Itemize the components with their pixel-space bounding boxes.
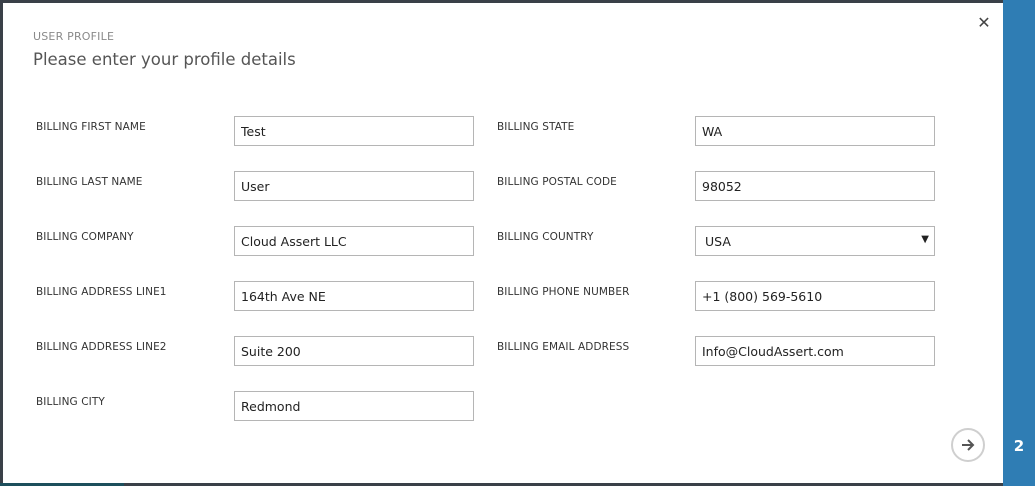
state-label: BILLING STATE — [497, 121, 575, 133]
step-number: 2 — [1013, 437, 1025, 455]
city-field[interactable] — [234, 391, 474, 421]
company-field[interactable] — [234, 226, 474, 256]
address-line2-label: BILLING ADDRESS LINE2 — [36, 341, 167, 353]
close-button[interactable] — [976, 14, 992, 32]
close-icon: ✕ — [977, 13, 991, 32]
phone-label: BILLING PHONE NUMBER — [497, 286, 630, 298]
address-line1-field[interactable] — [234, 281, 474, 311]
phone-field[interactable] — [695, 281, 935, 311]
state-field[interactable] — [695, 116, 935, 146]
dialog-title: Please enter your profile details — [33, 50, 296, 69]
country-select-value: USA — [705, 234, 731, 249]
first-name-label: BILLING FIRST NAME — [36, 121, 146, 133]
step-indicator-bar — [1003, 0, 1035, 486]
next-button[interactable] — [951, 428, 985, 462]
city-label: BILLING CITY — [36, 396, 105, 408]
chevron-down-icon: ▼ — [921, 234, 929, 245]
last-name-field[interactable] — [234, 171, 474, 201]
email-field[interactable] — [695, 336, 935, 366]
arrow-right-icon — [960, 437, 976, 453]
email-label: BILLING EMAIL ADDRESS — [497, 341, 630, 353]
country-select[interactable] — [695, 226, 935, 256]
country-label: BILLING COUNTRY — [497, 231, 594, 243]
last-name-label: BILLING LAST NAME — [36, 176, 143, 188]
dialog-eyebrow: USER PROFILE — [33, 30, 115, 43]
address-line2-field[interactable] — [234, 336, 474, 366]
address-line1-label: BILLING ADDRESS LINE1 — [36, 286, 167, 298]
postal-code-label: BILLING POSTAL CODE — [497, 176, 617, 188]
company-label: BILLING COMPANY — [36, 231, 134, 243]
first-name-field[interactable] — [234, 116, 474, 146]
postal-code-field[interactable] — [695, 171, 935, 201]
